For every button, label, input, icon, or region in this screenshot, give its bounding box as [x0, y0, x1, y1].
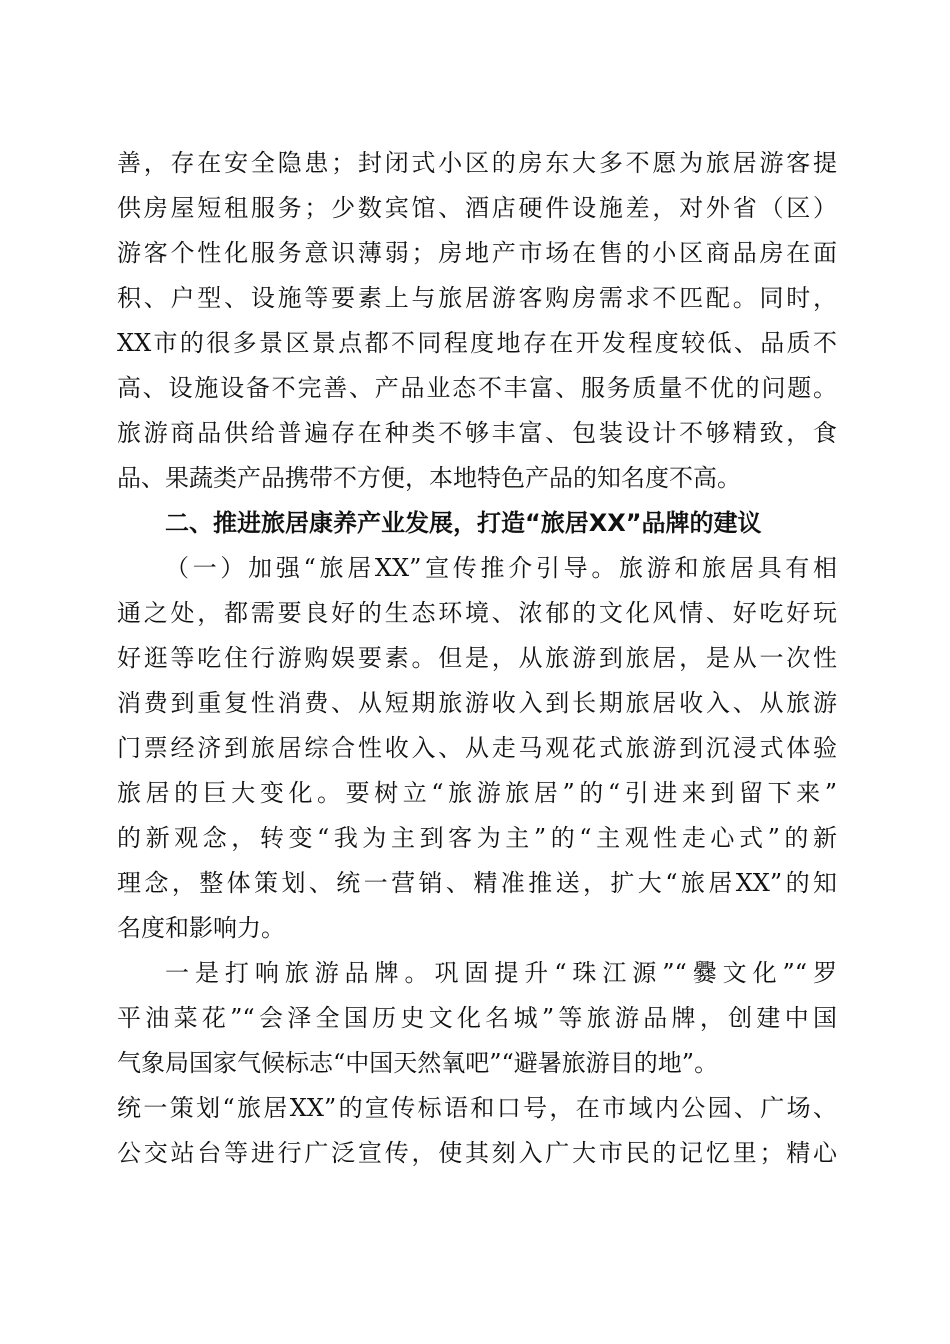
- text-line: 积、户型、设施等要素上与旅居游客购房需求不匹配。同时，: [117, 284, 837, 312]
- text-line: 统一策划“旅居XX”的宣传标语和口号，在市域内公园、广场、: [117, 1094, 837, 1122]
- text-line: 门票经济到旅居综合性收入、从走马观花式旅游到沉浸式体验: [117, 734, 837, 762]
- text-line: 的新观念，转变“我为主到客为主”的“主观性走心式”的新: [117, 824, 837, 852]
- text-line: 平油菜花”“会泽全国历史文化名城”等旅游品牌，创建中国: [117, 1004, 837, 1032]
- text-line: 供房屋短租服务；少数宾馆、酒店硬件设施差，对外省（区）: [117, 194, 837, 222]
- text-line: 旅游商品供给普遍存在种类不够丰富、包装设计不够精致，食: [117, 419, 837, 447]
- subsection-heading-line: （一）加强“旅居XX”宣传推介引导。旅游和旅居具有相: [165, 554, 837, 582]
- text-line: 好逛等吃住行游购娱要素。但是，从旅游到旅居，是从一次性: [117, 644, 837, 672]
- text-line: 善，存在安全隐患；封闭式小区的房东大多不愿为旅居游客提: [117, 149, 837, 177]
- text-line: 高、设施设备不完善、产品业态不丰富、服务质量不优的问题。: [117, 374, 837, 402]
- text-line: 公交站台等进行广泛宣传，使其刻入广大市民的记忆里；精心: [117, 1139, 837, 1167]
- text-line: 通之处，都需要良好的生态环境、浓郁的文化风情、好吃好玩: [117, 599, 837, 627]
- text-line: 气象局国家气候标志“中国天然氧吧”“避暑旅游目的地”。: [117, 1049, 719, 1077]
- section-heading: 二、推进旅居康养产业发展，打造“旅居XX”品牌的建议: [165, 509, 762, 537]
- text-line: 名度和影响力。: [117, 914, 285, 942]
- text-line: 理念，整体策划、统一营销、精准推送，扩大“旅居XX”的知: [117, 869, 837, 897]
- text-line: 品、果蔬类产品携带不方便，本地特色产品的知名度不高。: [117, 464, 741, 492]
- text-line: 一是打响旅游品牌。巩固提升“珠江源”“爨文化”“罗: [165, 959, 837, 987]
- text-line: 消费到重复性消费、从短期旅游收入到长期旅居收入、从旅游: [117, 689, 837, 717]
- text-line: 旅居的巨大变化。要树立“旅游旅居”的“引进来到留下来”: [117, 779, 837, 807]
- text-line: XX市的很多景区景点都不同程度地存在开发程度较低、品质不: [117, 329, 837, 357]
- text-line: 游客个性化服务意识薄弱；房地产市场在售的小区商品房在面: [117, 239, 837, 267]
